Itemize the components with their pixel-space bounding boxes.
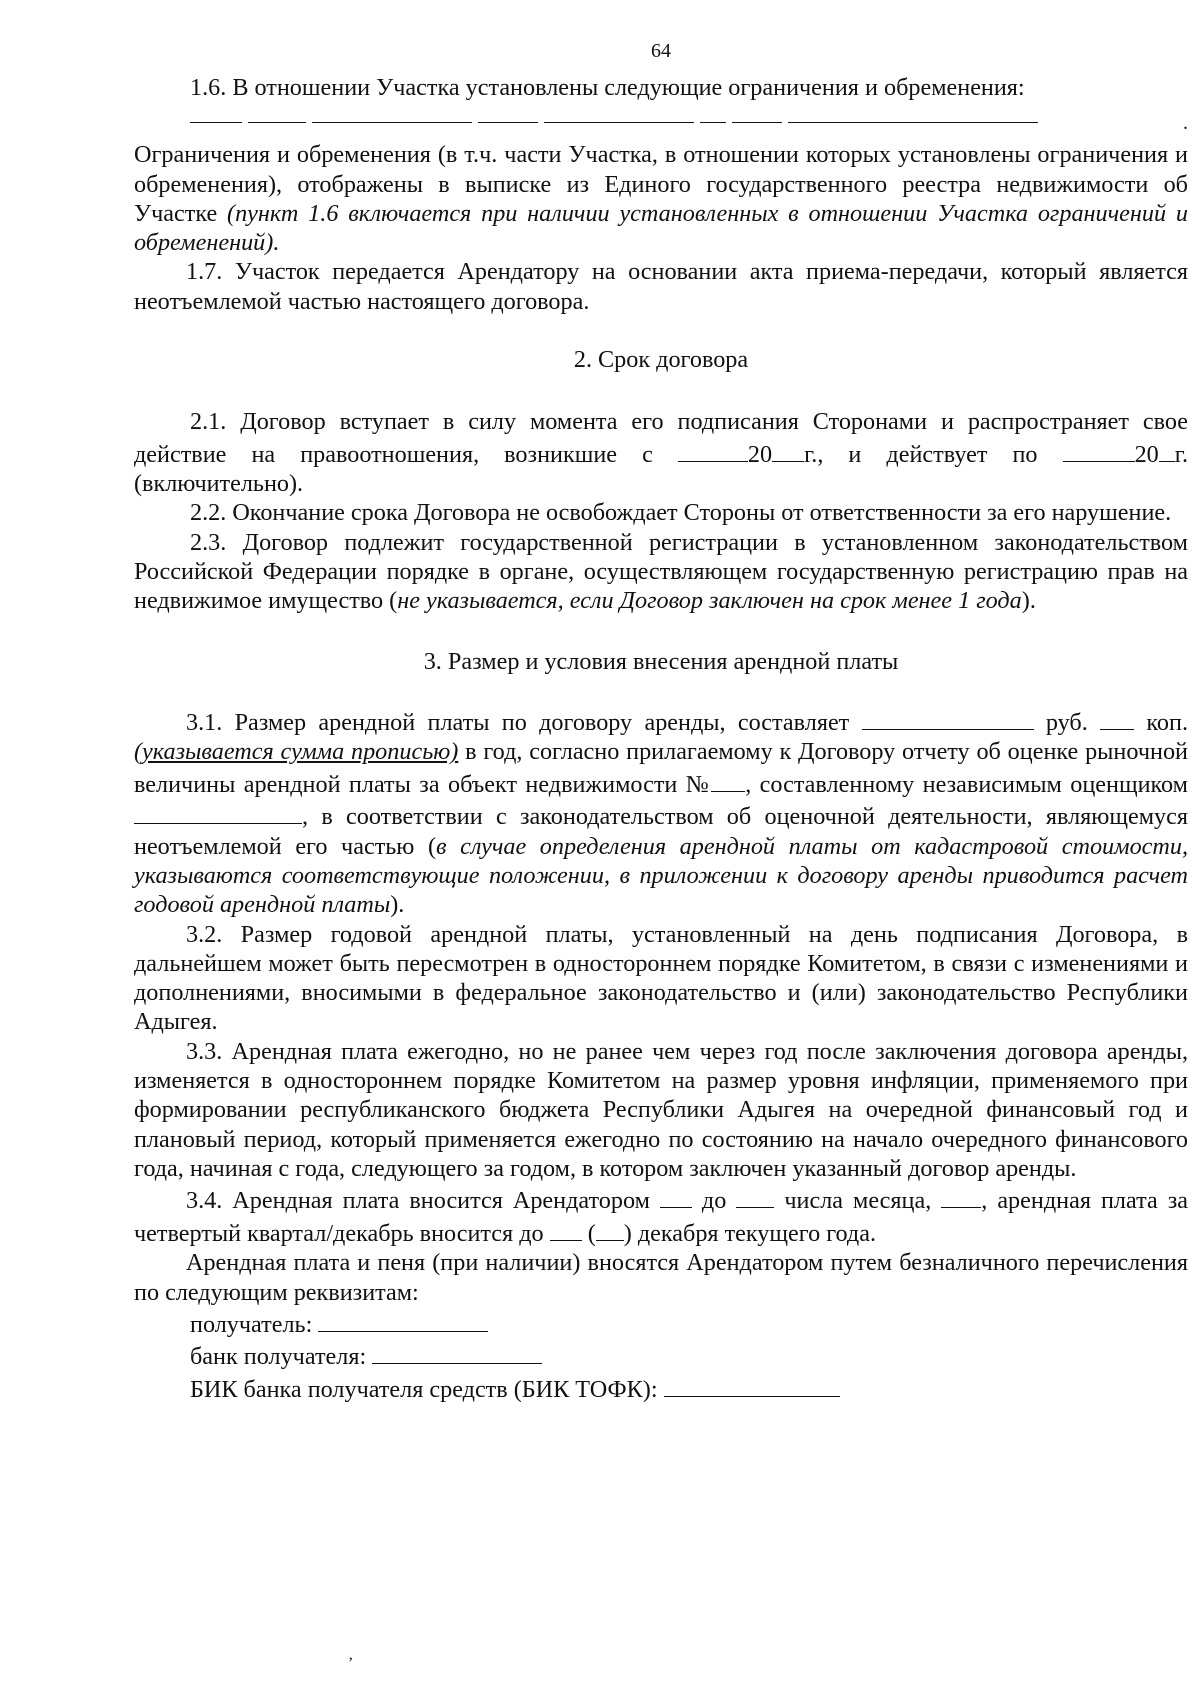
clause-3-4: 3.4. Арендная плата вносится Арендатором до числа месяца, , арендная плата за четвертый квартал/декабрь вносится до ( ) декабря текущего года.: [134, 1183, 1188, 1248]
requisite-bank: банк получателя:: [134, 1339, 1188, 1371]
stray-mark: ʼ: [348, 1655, 354, 1672]
requisite-recipient: получатель:: [134, 1307, 1188, 1339]
clause-3-3: 3.3. Арендная плата ежегодно, но не ранее чем через год после заключения договора аренды, изменяется в одностороннем порядке Комитетом на размер уровня инфляции, применяемого при формировании республиканского бюджета Республики Адыгея на очередной финансовый год и плановый период, который применяется ежегодно по состоянию на начало очередного финансового года, начиная с года, следующего за годом, в котором заключен указанный договор аренды.: [134, 1037, 1188, 1182]
page-number: 64: [651, 40, 671, 62]
clause-1-6-note: Ограничения и обременения (в т.ч. части Участка, в отношении которых установлены ограничения и обременения), отображены в выписке из Единого государственного реестра недвижимости об Участке (пункт 1.6 включается при наличии установленных в отношении Участка ограничений и обременений).: [134, 141, 1189, 257]
clause-2-3: 2.3. Договор подлежит государственной регистрации в установленном законодательством Российской Федерации порядке в органе, осуществляющем государственную регистрацию прав на недвижимое имущество (не указывается, если Договор заключен на срок менее 1 года).: [134, 528, 1188, 615]
clause-1-7: 1.7. Участок передается Арендатору на основании акта приема-передачи, который является неотъемлемой частью настоящего договора.: [134, 258, 1188, 315]
clause-2-2: 2.2. Окончание срока Договора не освобождает Стороны от ответственности за его нарушение.: [190, 499, 1172, 527]
section-3-title: 3. Размер и условия внесения арендной платы: [423, 647, 899, 675]
clause-3-2: 3.2. Размер годовой арендной платы, установленный на день подписания Договора, в дальнейшем может быть пересмотрен в одностороннем порядке Комитетом, в связи с изменениями и дополнениями, вносимыми в федеральное законодательство и (или) законодательство Республики Адыгея.: [134, 920, 1188, 1036]
document-page: [134, 40, 1188, 1404]
clause-3-5: Арендная плата и пеня (при наличии) вносятся Арендатором путем безналичного перечисления по следующим реквизитам:: [134, 1249, 1188, 1306]
clause-3-1: 3.1. Размер арендной платы по договору аренды, составляет руб. коп. (указывается сумма прописью) в год, согласно прилагаемому к Договору отчету об оценке рыночной величины арендной платы за объект недвижимости № , составленному независимым оценщиком , в соответствии с законодательством об оценочной деятельности, являющемуся неотъемлемой его частью (в случае определения арендной платы от кадастровой стоимости, указываются соответствующие положении, в приложении к договору аренды приводится расчет годовой арендной платы).: [134, 705, 1188, 920]
clause-1-6-fill-line: [134, 108, 1188, 135]
clause-2-1: 2.1. Договор вступает в силу момента его подписания Сторонами и распространяет свое действие на правоотношения, возникшие с 20 г., и действует по 20 г. (включительно).: [134, 408, 1188, 498]
line-end-dot: .: [1183, 112, 1188, 135]
clause-1-6: 1.6. В отношении Участка установлены следующие ограничения и обременения:: [190, 74, 1025, 101]
section-2-title: 2. Срок договора: [573, 346, 749, 374]
requisite-bik: БИК банка получателя средств (БИК ТОФК):: [134, 1372, 1188, 1404]
